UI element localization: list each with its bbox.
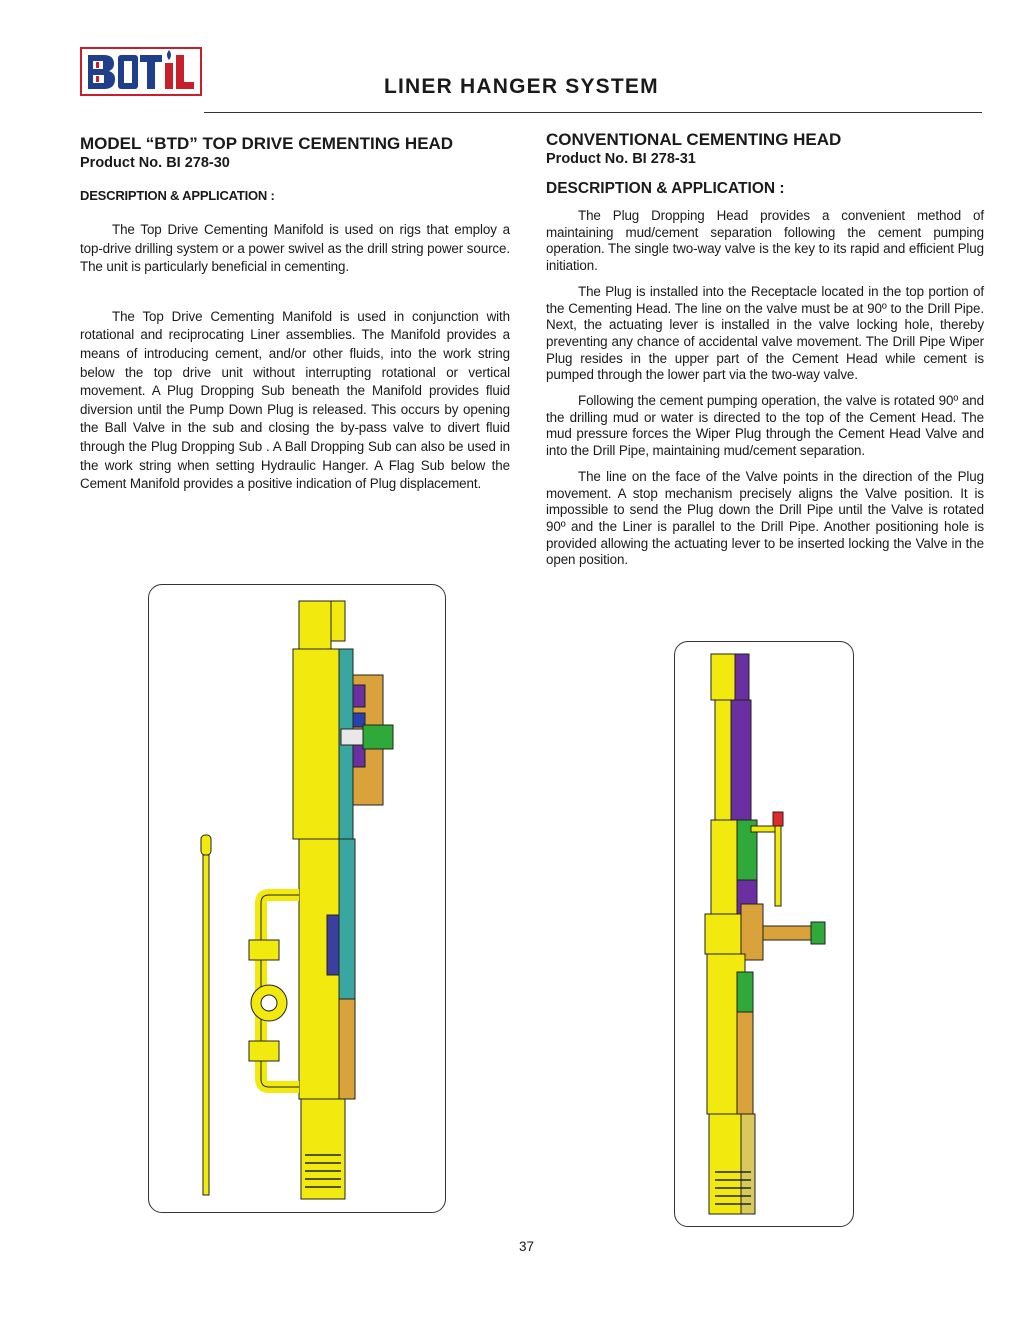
- description-paragraph: The Top Drive Cementing Manifold is used on rigs that employ a top-drive drilling system or a power swivel as the drill string power source. The unit is particularly beneficial in cementing.: [80, 222, 510, 275]
- section-heading: DESCRIPTION & APPLICATION :: [546, 180, 785, 197]
- page-title: LINER HANGER SYSTEM: [384, 75, 659, 98]
- section-heading: DESCRIPTION & APPLICATION :: [80, 188, 275, 203]
- top-drive-cementing-head-drawing: [149, 585, 446, 1213]
- right-column: [546, 129, 984, 569]
- left-column: [80, 133, 510, 494]
- product-number: Product No. BI 278-30: [80, 155, 230, 171]
- product-number: Product No. BI 278-31: [546, 151, 696, 167]
- model-title: CONVENTIONAL CEMENTING HEAD: [546, 130, 842, 149]
- header-divider: [204, 112, 982, 113]
- company-logo: [80, 47, 202, 96]
- description-paragraph: The Plug is installed into the Receptacle located in the top portion of the Cementing Head. The line on the valve must be at 90º to the Drill Pipe. Next, the actuating lever is installed in the valve locking hole, thereby preventing any chance of accidental valve movement. The Drill Pipe Wiper Plug resides in the upper part of the Cement Head while cement is pumped through the lower part via the two-way valve.: [546, 283, 984, 383]
- conventional-cementing-head-figure: [674, 641, 854, 1227]
- conventional-cementing-head-drawing: [675, 642, 854, 1227]
- description-paragraph: The Plug Dropping Head provides a convenient method of maintaining mud/cement separation following the cement pumping operation. The single two-way valve is the key to its rapid and efficient Plug initiation.: [546, 208, 984, 274]
- model-title: MODEL “BTD” TOP DRIVE CEMENTING HEAD: [80, 134, 454, 153]
- page-number: 37: [519, 1239, 535, 1254]
- top-drive-cementing-head-figure: [148, 584, 446, 1213]
- description-paragraph: The line on the face of the Valve points in the direction of the Plug movement. A stop mechanism precisely aligns the Valve position. It is impossible to send the Plug down the Drill Pipe until the Valve is rotated 90º and the Liner is parallel to the Drill Pipe. Another positioning hole is provided allowing the actuating lever to be inserted locking the Valve in the open position.: [546, 468, 984, 568]
- description-paragraph: The Top Drive Cementing Manifold is used in conjunction with rotational and reciprocating Liner assemblies. The Manifold provides a means of introducing cement, and/or other fluids, into the work string below the top drive unit without interrupting rotational or vertical movement. A Plug Dropping Sub beneath the Manifold provides fluid diversion until the Pump Down Plug is released. This occurs by opening the Ball Valve in the sub and closing the by-pass valve to divert fluid through the Plug Dropping Sub . A Ball Dropping Sub can also be used in the work string when setting Hydraulic Hanger. A Flag Sub below the Cement Manifold provides a positive indication of Plug displacement.: [80, 308, 510, 492]
- description-paragraph: Following the cement pumping operation, the valve is rotated 90º and the drilling mud or water is directed to the top of the Cement Head. The mud pressure forces the Wiper Plug through the Cement Head Valve and into the Drill Pipe, maintaining mud/cement separation.: [546, 393, 984, 459]
